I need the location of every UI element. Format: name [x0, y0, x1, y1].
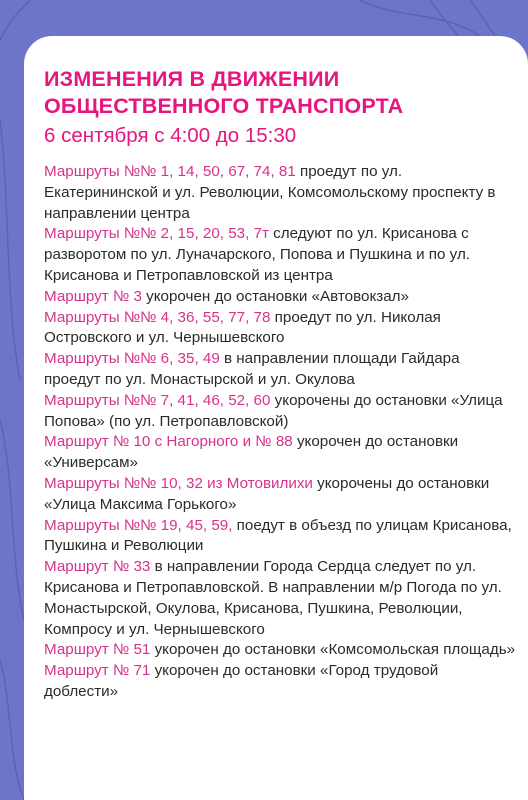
route-item [44, 391, 528, 433]
route-description: укорочен до остановки «Комсомольская площадь» [150, 641, 516, 659]
notice-date: 6 сентября с 4:00 до 15:30 [44, 124, 297, 147]
route-label: Маршруты №№ 7, 41, 46, 52, 60 [44, 391, 271, 409]
title-line-1: ИЗМЕНЕНИЯ В ДВИЖЕНИИ [44, 67, 340, 91]
route-label: Маршрут № 10 с Нагорного и № 88 [44, 433, 293, 451]
route-label: Маршруты №№ 6, 35, 49 [44, 350, 220, 368]
route-description: проедут по ул. Николая Островского и ул. Чернышевского [44, 308, 441, 347]
route-label: Маршрут № 33 [44, 558, 151, 576]
title-line-2: ОБЩЕСТВЕННОГО ТРАНСПОРТА [44, 94, 404, 118]
route-label: Маршруты №№ 4, 36, 55, 77, 78 [44, 308, 271, 326]
route-item [44, 308, 528, 350]
route-item [44, 162, 528, 224]
route-item [44, 474, 528, 516]
route-item [44, 516, 528, 558]
route-label: Маршрут № 3 [44, 287, 142, 305]
route-label: Маршруты №№ 10, 32 из Мотовилихи [44, 474, 313, 492]
route-description: укорочен до остановки «Универсам» [44, 433, 459, 472]
route-list [44, 162, 528, 703]
route-description: проедут по ул. Екатерининской и ул. Революции, Комсомольскому проспекту в направлении центра [44, 163, 496, 222]
route-description: укорочены до остановки «Улица Максима Горького» [44, 474, 490, 513]
route-label: Маршрут № 51 [44, 641, 151, 659]
route-label: Маршрут № 71 [44, 662, 151, 680]
route-label: Маршруты №№ 2, 15, 20, 53, 7т [44, 225, 269, 243]
route-label: Маршруты №№ 19, 45, 59, [44, 516, 233, 534]
notice-card [24, 36, 528, 800]
route-description: в направлении площади Гайдара проедут по ул. Монастырской и ул. Окулова [44, 350, 460, 388]
route-item [44, 432, 528, 474]
route-label: Маршруты №№ 1, 14, 50, 67, 74, 81 [44, 163, 296, 180]
route-item [44, 349, 528, 391]
route-description: укорочен до остановки «Город трудовой доблести» [44, 662, 439, 700]
route-description: поедут в объезд по улицам Крисанова, Пушкина и Революции [44, 516, 512, 555]
route-item [44, 287, 528, 308]
route-description: укорочены до остановки «Улица Попова» (по ул. Петропавловской) [44, 391, 503, 430]
route-description: укорочен до остановки «Автовокзал» [141, 287, 409, 305]
notice-title [44, 66, 528, 120]
route-item [44, 661, 528, 703]
route-item [44, 640, 528, 661]
route-description: следуют по ул. Крисанова с разворотом по ул. Луначарского, Попова и Пушкина и по ул. Крисанова и Петропавловской из центра [44, 225, 471, 284]
route-description: в направлении Города Сердца следует по ул. Крисанова и Петропавловской. В направлении м/р Погода по ул. Монастырской, Окулова, Крисанова, Пушкина, Революции, Компросу и ул. Чернышевского [44, 558, 502, 638]
route-item [44, 557, 528, 640]
route-item [44, 224, 528, 286]
